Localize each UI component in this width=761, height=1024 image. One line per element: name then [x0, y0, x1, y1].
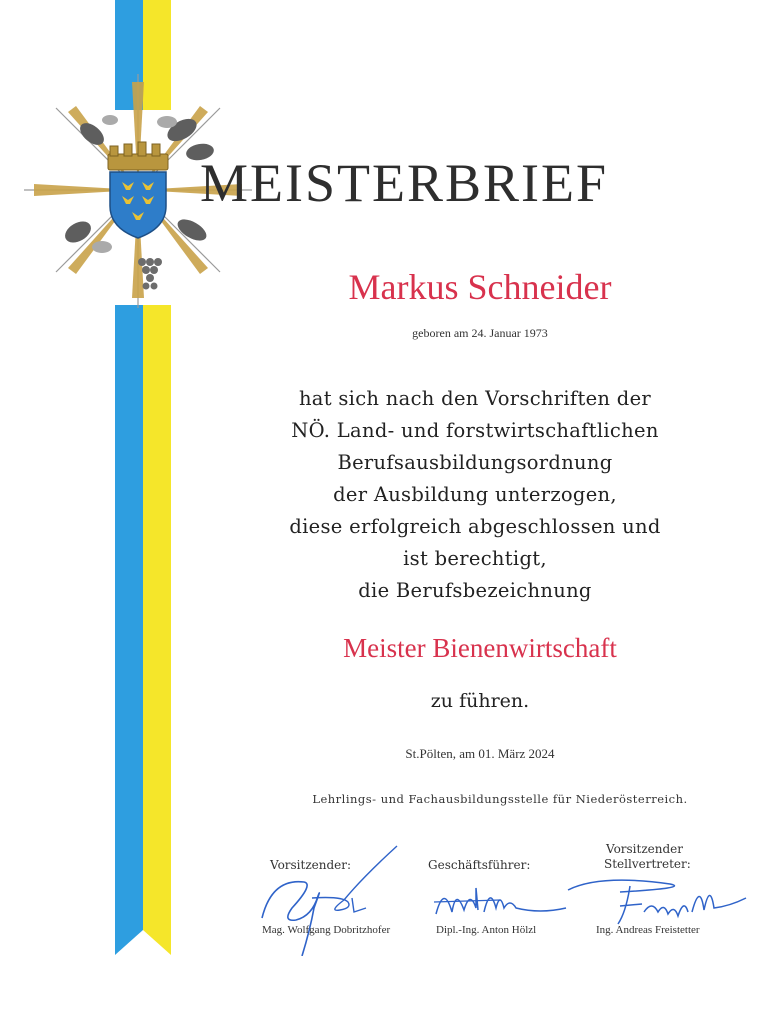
body-line: hat sich nach den Vorschriften der	[298, 387, 652, 410]
body-line: die Berufsbezeichnung	[358, 579, 592, 602]
body-line: diese erfolgreich abgeschlossen und	[289, 515, 661, 538]
signatory-name-deputy: Ing. Andreas Freistetter	[596, 924, 700, 936]
recipient-name: Markus Schneider	[348, 267, 612, 307]
signature-dobritzhofer	[252, 838, 402, 956]
signatory-role-deputy-line2: Stellvertreter:	[604, 857, 691, 871]
signature-hoelzl	[430, 878, 570, 922]
certificate-body	[240, 383, 710, 607]
profession-title: Meister Bienenwirtschaft	[343, 633, 617, 663]
signatory-name-managing-director: Dipl.-Ing. Anton Hölzl	[436, 924, 537, 936]
closing-phrase: zu führen.	[430, 690, 530, 712]
body-line: der Ausbildung unterzogen,	[333, 483, 617, 506]
birth-date-line: geboren am 24. Januar 1973	[412, 326, 548, 340]
place-and-date: St.Pölten, am 01. März 2024	[405, 746, 555, 761]
body-line: Berufsausbildungsordnung	[337, 451, 613, 474]
certificate-title: MEISTERBRIEF	[200, 153, 609, 213]
signatory-role-deputy-line1: Vorsitzender	[606, 842, 684, 856]
signatory-role-managing-director: Geschäftsführer:	[428, 858, 531, 872]
signatory-role-chairman: Vorsitzender:	[270, 858, 352, 872]
signatory-name-chairman: Mag. Wolfgang Dobritzhofer	[262, 924, 391, 936]
body-line: ist berechtigt,	[403, 547, 547, 570]
issuing-authority: Lehrlings- und Fachausbildungsstelle für Niederösterreich.	[312, 792, 688, 806]
signature-freistetter	[560, 872, 750, 928]
ribbon-bottom	[115, 305, 171, 955]
body-line: NÖ. Land- und forstwirtschaftlichen	[291, 419, 659, 442]
